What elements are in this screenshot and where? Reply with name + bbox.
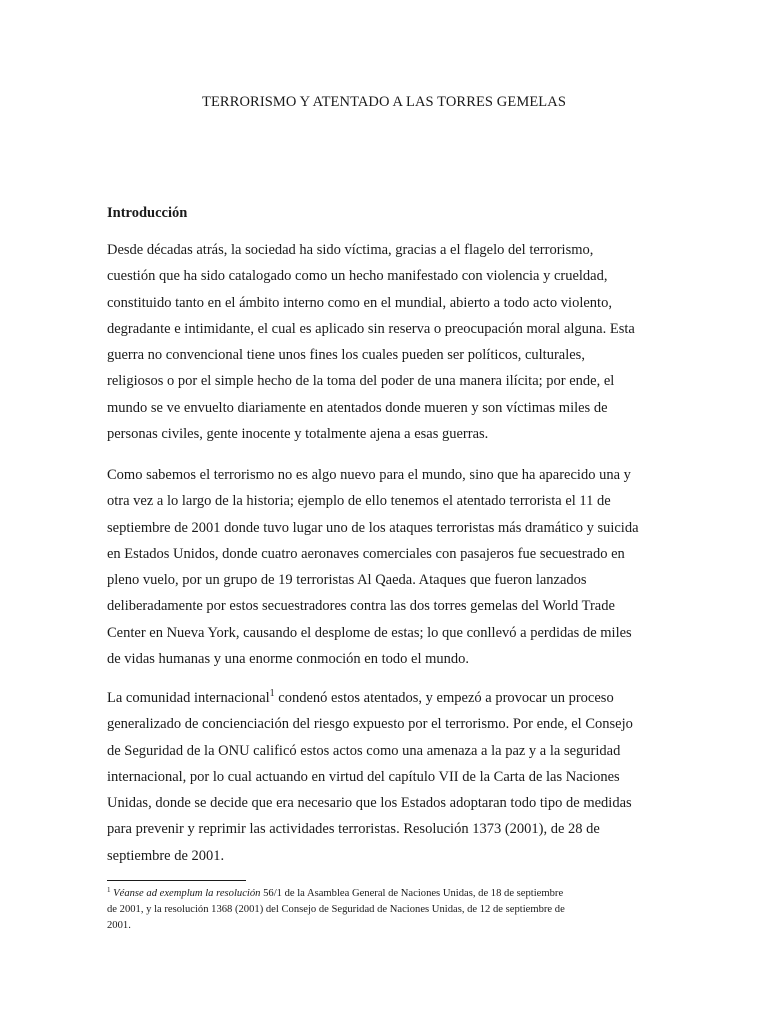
paragraph-line — [107, 685, 663, 711]
paragraph-3 — [107, 685, 663, 869]
paragraph-line: pleno vuelo, por un grupo de 19 terroristas Al Qaeda. Ataques que fueron lanzados — [107, 572, 587, 589]
paragraph-text: condenó estos atentados, y empezó a provocar un proceso — [274, 690, 614, 706]
footnote-reference: 1 — [269, 688, 275, 699]
paragraph-text: La comunidad internacional — [107, 690, 270, 706]
paragraph-line: constituido tanto en el ámbito interno como en el mundial, abierto a todo acto violento, — [107, 294, 612, 311]
document-title: TERRORISMO Y ATENTADO A LAS TORRES GEMELAS — [202, 94, 566, 110]
footnote-text: 56/1 de la Asamblea General de Naciones Unidas, de 18 de septiembre — [260, 888, 564, 899]
paragraph-line: mundo se ve envuelto diariamente en atentados donde mueren y son víctimas miles de — [107, 399, 608, 416]
paragraph-line: cuestión que ha sido catalogado como un hecho manifestado con violencia y crueldad, — [107, 268, 608, 285]
footnote-separator — [107, 880, 246, 881]
paragraph-line: septiembre de 2001. — [107, 847, 225, 864]
footnote — [107, 886, 663, 933]
paragraph-line: Como sabemos el terrorismo no es algo nuevo para el mundo, sino que ha aparecido una y — [107, 467, 631, 483]
footnote-italic-text: Véanse ad exemplum la resolución — [113, 888, 261, 899]
paragraph-line: de Seguridad de la ONU calificó estos actos como una amenaza a la paz y a la seguridad — [107, 742, 621, 759]
paragraph-line: deliberadamente por estos secuestradores contra las dos torres gemelas del World Trade — [107, 598, 615, 615]
footnote-line: de 2001, y la resolución 1368 (2001) del Consejo de Seguridad de Naciones Unidas, de 12 de septiembre de — [107, 903, 565, 915]
paragraph-line: para prevenir y reprimir las actividades terroristas. Resolución 1373 (2001), de 28 de — [107, 821, 600, 838]
paragraph-2 — [107, 462, 663, 672]
paragraph-line: Desde décadas atrás, la sociedad ha sido víctima, gracias a el flagelo del terrorismo, — [107, 242, 594, 258]
paragraph-line: otra vez a lo largo de la historia; ejemplo de ello tenemos el atentado terrorista el 11 de — [107, 493, 611, 510]
paragraph-line: de vidas humanas y una enorme conmoción en todo el mundo. — [107, 651, 470, 668]
paragraph-line: degradante e intimidante, el cual es aplicado sin reserva o preocupación moral alguna. Esta — [107, 320, 635, 337]
footnote-line — [107, 886, 663, 902]
paragraph-line: en Estados Unidos, donde cuatro aeronaves comerciales con pasajeros fue secuestrado en — [107, 545, 625, 562]
paragraph-line: Unidas, donde se decide que era necesario que los Estados adoptaran todo tipo de medidas — [107, 795, 632, 812]
paragraph-line: personas civiles, gente inocente y totalmente ajena a esas guerras. — [107, 426, 489, 443]
paragraph-1 — [107, 237, 663, 447]
paragraph-line: religiosos o por el simple hecho de la toma del poder de una manera ilícita; por ende, el — [107, 373, 615, 390]
section-heading: Introducción — [107, 205, 188, 221]
paragraph-line: Center en Nueva York, causando el desplome de estas; lo que conllevó a perdidas de miles — [107, 624, 632, 641]
paragraph-line: septiembre de 2001 donde tuvo lugar uno de los ataques terroristas más dramático y suicida — [107, 519, 639, 536]
paragraph-line: internacional, por lo cual actuando en virtud del capítulo VII de la Carta de las Naciones — [107, 768, 620, 785]
paragraph-line: guerra no convencional tiene unos fines los cuales pueden ser políticos, culturales, — [107, 347, 585, 364]
footnote-number: 1 — [107, 886, 111, 894]
paragraph-line: generalizado de concienciación del riesgo expuesto por el terrorismo. Por ende, el Consejo — [107, 716, 633, 733]
footnote-line: 2001. — [107, 919, 131, 931]
